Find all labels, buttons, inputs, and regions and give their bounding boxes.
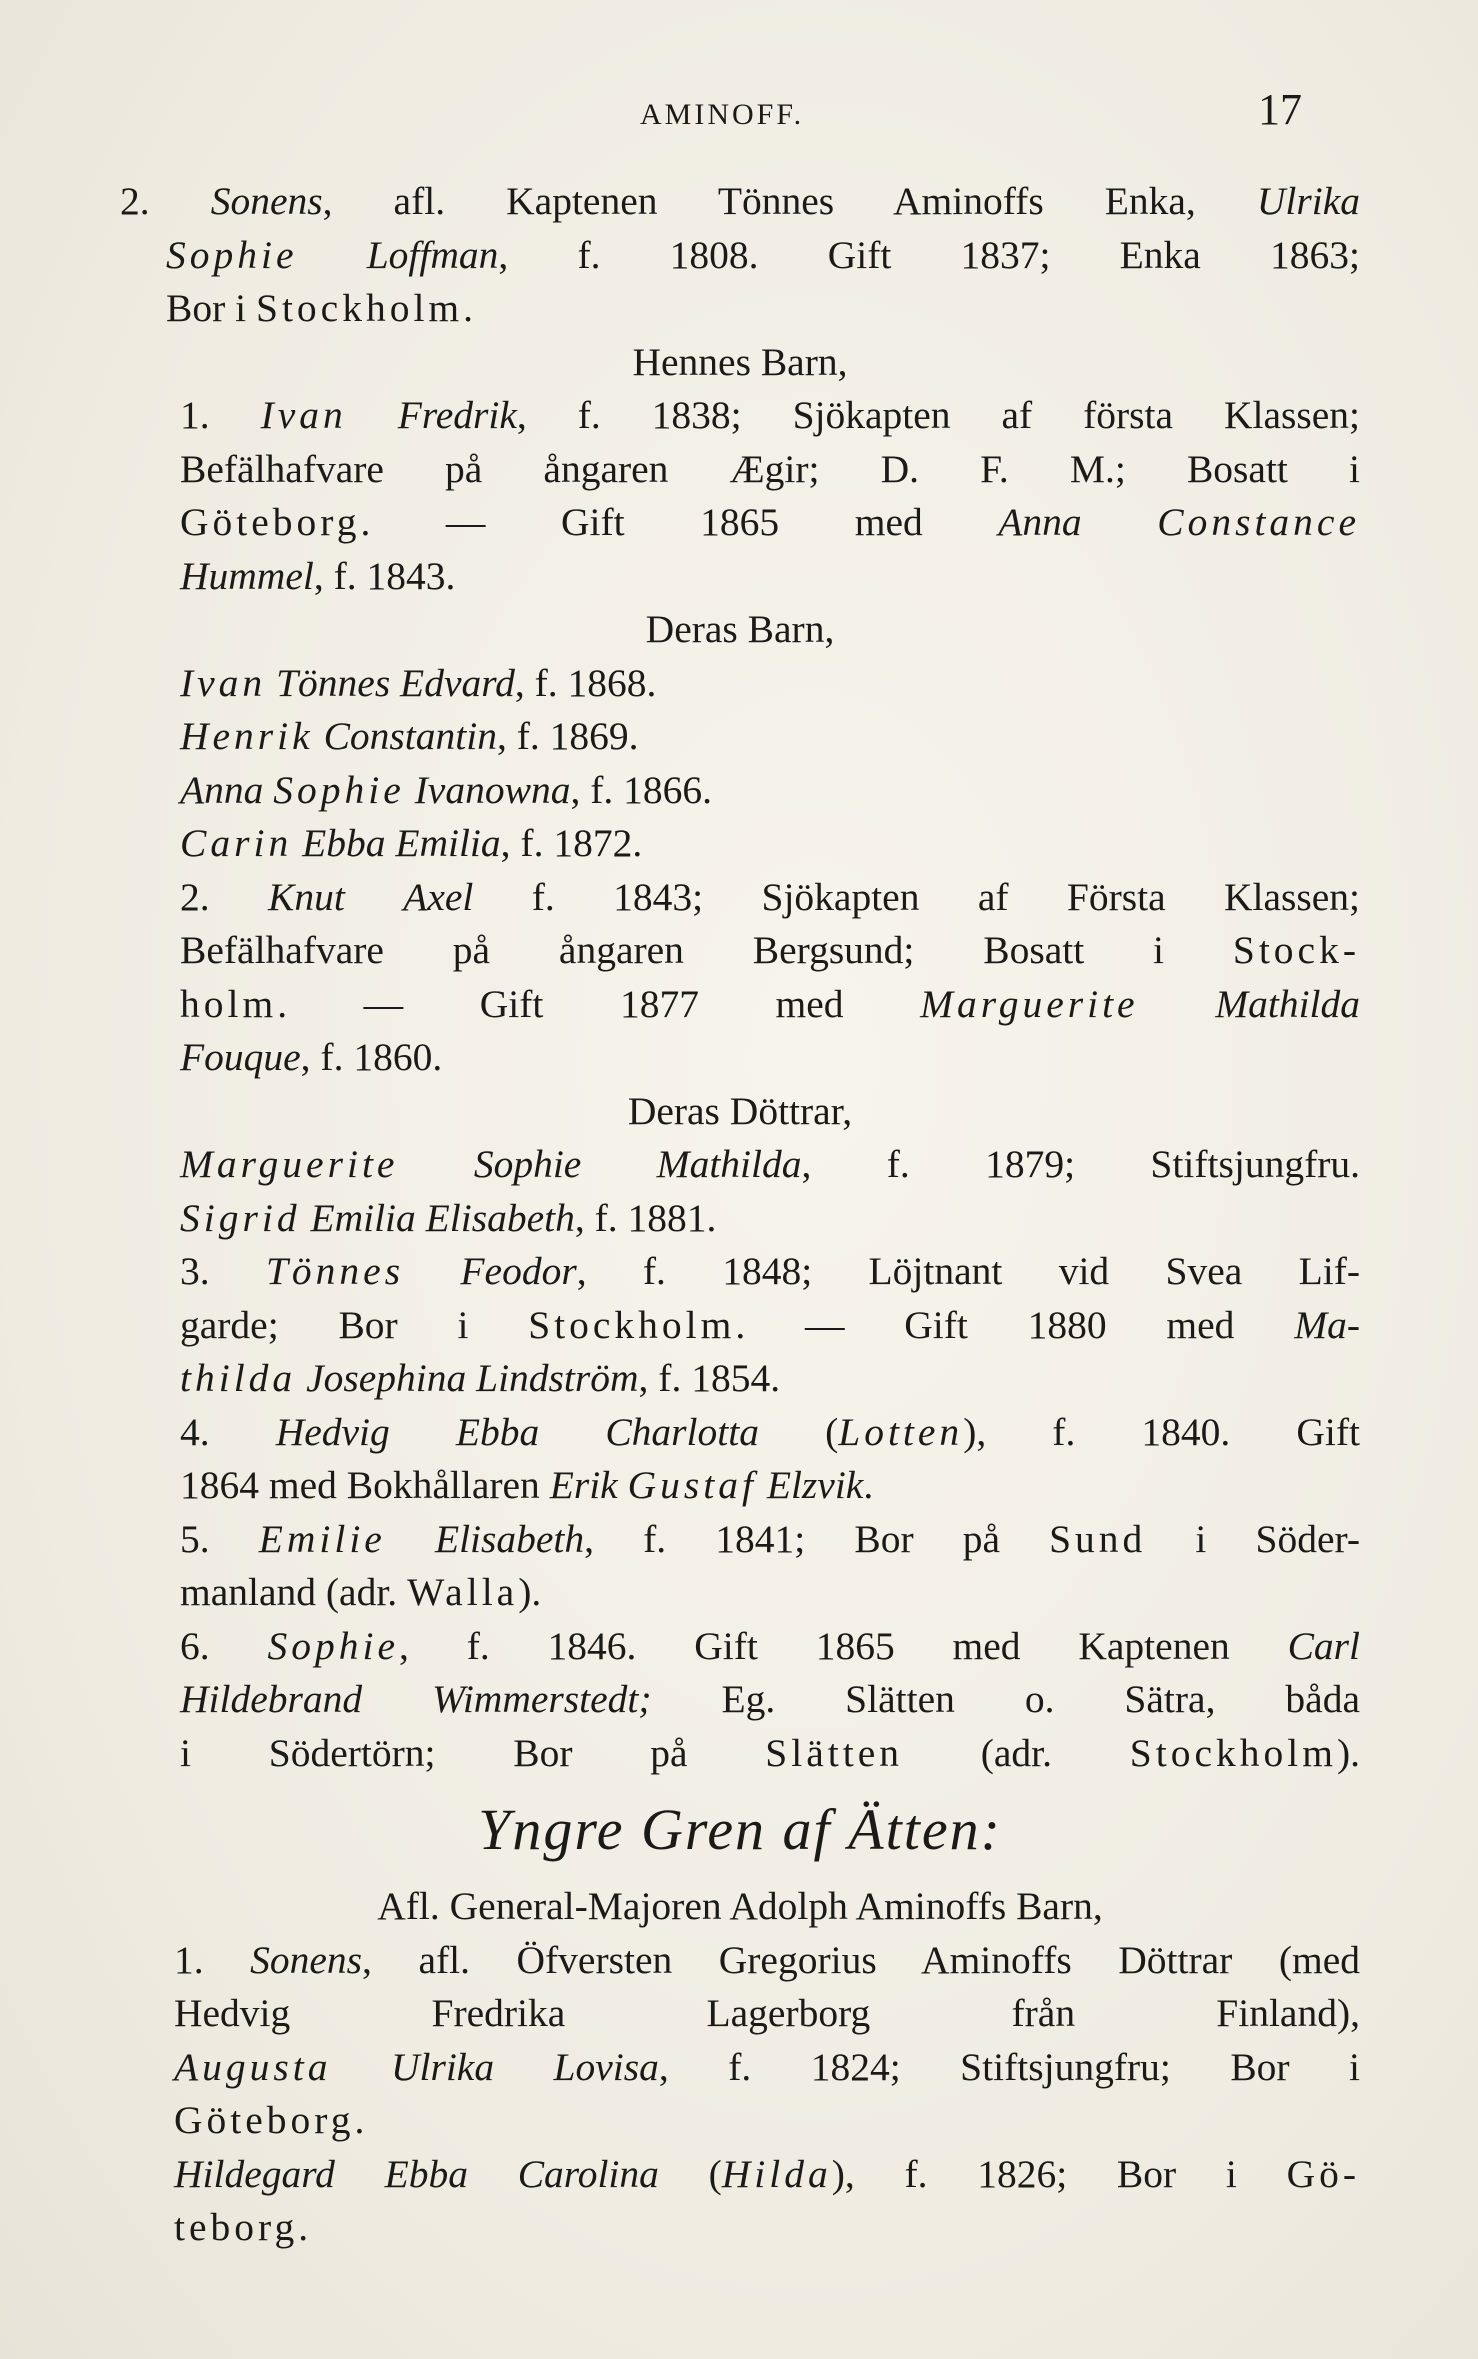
text-run: 4. [180,1409,276,1454]
text-run: . — Gift 1880 med [735,1302,1295,1347]
subheading-line [120,603,1360,657]
text-run: . [298,2205,309,2249]
text-run: ). [518,1570,542,1614]
text-line [120,1245,1360,1299]
text-line [120,2148,1360,2202]
text-run [263,768,273,812]
text-run: Ivan [180,660,267,705]
text-run: Befälhafvare på ångaren Ægir; D. F. M.; Bosatt i [180,446,1360,491]
text-run: Sophie [267,1623,399,1668]
text-line [120,1031,1360,1085]
text-run: Slätten [765,1730,903,1775]
text-run: . — Gift 1865 med [360,500,999,544]
text-run: (adr. [902,1730,1130,1775]
text-line [120,1138,1360,1192]
text-run: , f. 1843. [313,553,456,598]
text-run [618,1463,628,1507]
text-run: Sonens [210,179,323,223]
text-run: Ivanowna [414,767,571,812]
text-run: Yngre Gren af Ätten: [478,1797,1002,1862]
text-run: Deras Döttrar, [627,1088,853,1133]
text-line [120,2041,1360,2095]
text-run: Ulrika [1256,179,1360,223]
text-run: Sophie [273,767,405,812]
text-run: manland (adr. [180,1570,408,1614]
text-line [120,229,1360,283]
text-run: Gö- [1286,2151,1360,2196]
text-run: Sophie Mathilda [473,1142,802,1186]
text-run: Feodor [460,1249,577,1293]
text-run: Befälhafvare på ångaren Bergsund; Bosatt i [180,928,1233,972]
text-run: Stockholm [528,1302,736,1347]
text-run: Ivan [260,393,347,437]
text-run: 3. [180,1249,266,1293]
text-run [405,768,415,812]
text-line [120,496,1360,550]
text-run: Hummel [180,553,314,598]
text-run: Carl [1287,1623,1360,1668]
text-run [331,2045,390,2089]
text-run: Loffman [366,232,499,277]
text-line [120,2094,1360,2148]
text-run [298,233,367,277]
text-run: Sund [1049,1516,1147,1561]
text-run [345,875,403,919]
text-run: Axel [403,874,474,919]
text-run: i Söder- [1146,1516,1360,1561]
text-run: Stock- [1232,928,1360,972]
text-run: thilda [180,1356,297,1400]
text-run: Afl. General-Majoren Adolph Aminoffs Barn, [377,1884,1103,1928]
page-header [0,84,1478,144]
text-run: Sonens [250,1937,363,1982]
text-run: Hennes Barn, [632,339,848,384]
text-run: , f. 1846. Gift 1865 med Kaptenen [398,1623,1288,1668]
text-run: Tönnes [265,1249,405,1293]
text-run: Emilia Elisabeth [310,1195,575,1240]
text-run: Knut [268,874,345,919]
text-run: ( [758,1409,839,1454]
text-run: ), f. 1840. Gift [963,1409,1360,1454]
text-run: , f. 1848; Löjtnant vid Svea Lif- [576,1249,1360,1293]
text-run: , f. 1854. [638,1356,781,1400]
text-run: Tönnes Edvard [276,660,515,705]
text-run: Elzvik [766,1463,864,1507]
text-run: teborg [174,2205,299,2249]
text-run: Marguerite [180,1142,399,1186]
text-run: Josephina Lindström [306,1356,639,1400]
text-run: Hilda [721,2151,832,2196]
text-run: , afl. Öfversten Gregorius Aminoffs Döttrar (med [362,1937,1360,1982]
text-run: ( [658,2151,722,2196]
text-run: f. 1843; Sjökapten af Första Klassen; [473,874,1360,919]
text-run [757,1463,767,1507]
text-line [120,978,1360,1032]
section-heading [120,1780,1360,1880]
text-run: Lotten [838,1409,964,1454]
text-run: , f. 1866. [570,767,712,812]
text-line [120,1406,1360,1460]
text-run: Ulrika Lovisa [390,2044,659,2089]
text-run: . [354,2098,365,2142]
text-run: Gustaf [627,1463,757,1507]
text-run: Hildebrand Wimmerstedt; [180,1677,652,1721]
text-run: Stockholm [255,286,464,330]
text-run: . [863,1463,874,1507]
text-run: , f. 1869. [496,714,639,758]
text-line [120,871,1360,925]
text-run: Fouque [180,1035,301,1079]
text-run: Fredrik [397,393,517,437]
text-run: , f. 1838; Sjökapten af första Klassen; [516,393,1360,437]
text-run [1082,500,1158,544]
text-run: Anna [180,767,264,812]
text-run [266,661,276,705]
text-run: 2. [180,874,268,919]
text-run [398,1142,473,1186]
text-line [120,1934,1360,1988]
text-run: Constance [1157,500,1360,544]
text-run: , f. 1868. [514,660,657,705]
text-run: Walla [407,1570,519,1614]
text-run: , f. 1860. [300,1035,443,1079]
text-run: Sophie [166,232,298,277]
text-run: holm [180,981,278,1026]
text-run: , f. 1841; Bor på [584,1516,1050,1561]
text-line [120,1987,1360,2041]
text-line [120,1299,1360,1353]
text-line [120,443,1360,497]
text-run: Eg. Slätten o. Sätra, båda [651,1677,1360,1721]
text-line [120,1673,1360,1727]
text-run: Mathilda [1215,981,1360,1026]
text-run: Emilie [258,1516,386,1561]
text-line [120,1352,1360,1406]
text-run: Hedvig Ebba Charlotta [275,1409,759,1454]
text-run: 2. [120,179,211,223]
text-run: , f. 1879; Stiftsjungfru. [801,1142,1360,1186]
text-run: Ma- [1294,1302,1360,1347]
text-run [292,821,302,865]
text-run: , f. 1808. Gift 1837; Enka 1863; [498,232,1360,277]
running-title: AMINOFF. [640,98,805,131]
text-run: , f. 1824; Stiftsjungfru; Bor i [658,2044,1360,2089]
text-run: . [463,286,474,330]
text-run: Göteborg [174,2098,355,2142]
text-run [1139,982,1216,1026]
text-line [120,1727,1360,1781]
text-run: Göteborg [180,500,361,544]
text-line [120,924,1360,978]
text-run: 1864 med Bokhållaren [180,1463,550,1507]
text-line [120,1620,1360,1674]
text-run: , f. 1872. [500,821,643,865]
text-run: Augusta [174,2044,332,2089]
text-run: 1. [174,1937,251,1982]
text-line [120,817,1360,871]
text-line [120,282,1360,336]
text-run [347,393,398,437]
page-number: 17 [1258,85,1302,134]
text-run [314,714,324,758]
text-run: Carin [180,821,293,865]
text-run [301,1196,311,1240]
subheading-line [120,1880,1360,1934]
text-line [120,1192,1360,1246]
text-line [120,1566,1360,1620]
text-run: Ebba Emilia [302,821,501,865]
text-run: Hedvig Fredrika Lagerborg från Finland), [174,1991,1360,2035]
text-line [120,710,1360,764]
subheading-line [120,1085,1360,1139]
text-run: 6. [180,1623,268,1668]
text-run: 1. [180,393,261,437]
text-run: Deras Barn, [645,607,835,651]
text-line [120,1513,1360,1567]
text-run: 5. [180,1516,259,1561]
text-run: garde; Bor i [180,1302,529,1347]
text-run: Sigrid [180,1195,301,1240]
text-line [120,550,1360,604]
text-line [120,764,1360,818]
body-text [120,175,1360,2255]
text-run: Hildegard Ebba Carolina [174,2151,659,2196]
text-run: Marguerite [920,981,1139,1026]
text-run: Constantin [323,714,497,758]
text-run: i Södertörn; Bor på [180,1730,766,1775]
text-run: , f. 1881. [574,1195,717,1240]
text-run: Anna [998,500,1082,544]
text-run: ). [1336,1730,1360,1775]
text-run: , afl. Kaptenen Tönnes Aminoffs Enka, [322,179,1257,223]
text-run: Stockholm [1129,1730,1337,1775]
text-line [120,2201,1360,2255]
text-run: Bor i [166,286,256,330]
text-line [120,175,1360,229]
text-run: Elisabeth [434,1516,585,1561]
text-run: ), f. 1826; Bor i [831,2151,1287,2196]
text-run [296,1356,306,1400]
text-run: Henrik [180,714,314,758]
text-run [386,1517,435,1561]
text-run [404,1249,460,1293]
text-line [120,389,1360,443]
text-run: Erik [549,1463,618,1507]
text-line [120,657,1360,711]
subheading-line [120,336,1360,390]
text-run: . — Gift 1877 med [277,981,921,1026]
text-line [120,1459,1360,1513]
